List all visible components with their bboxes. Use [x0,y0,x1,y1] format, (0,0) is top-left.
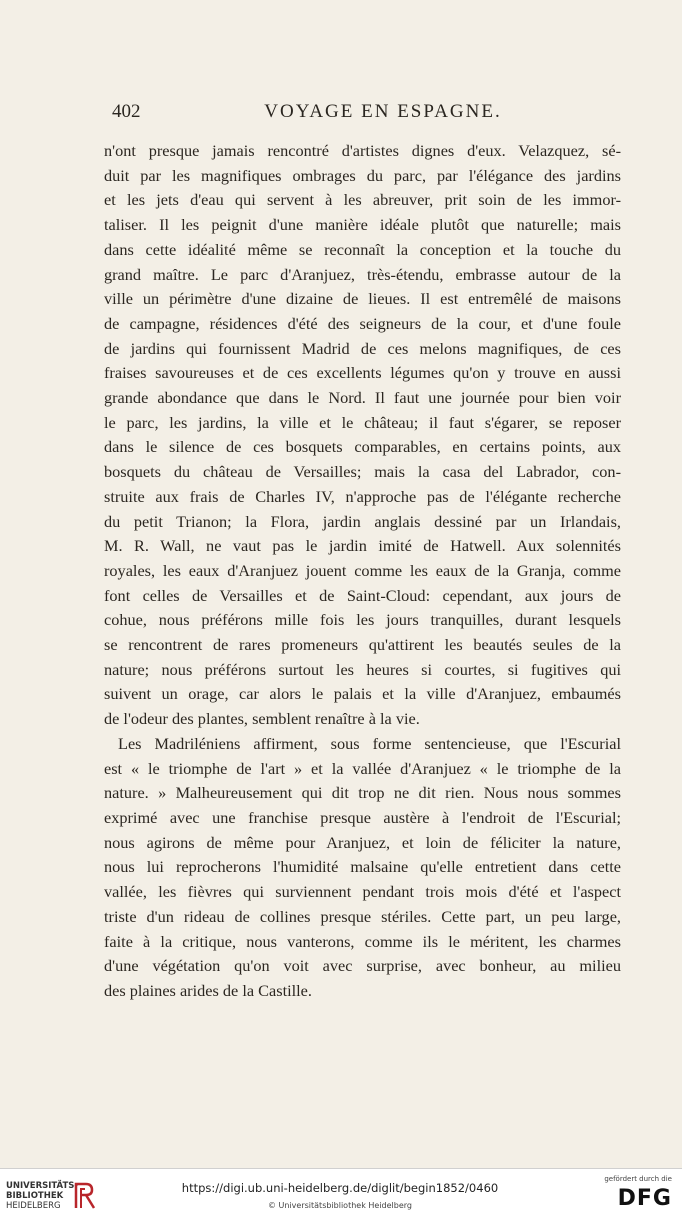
text-line: vallée, les fièvres qui surviennent pendant trois mois d'été et l'aspect [104,882,621,902]
dfg-logo-icon: DFG [617,1186,672,1211]
page-number: 402 [112,101,141,122]
library-name [6,1181,78,1211]
text-line: nous agirons de même pour Aranjuez, et loin de féliciter la nature, [104,832,621,852]
text-line: de l'odeur des plantes, semblent renaître à la vie. [104,709,420,729]
paragraph [104,139,621,732]
funder-logo[interactable] [602,1175,672,1217]
text-line: suivent un orage, car alors le palais et la ville d'Aranjuez, embaumés [104,684,621,704]
paragraph [104,732,621,1004]
text-line: dans cette idéalité même se reconnaît la conception et la touche du [104,239,621,259]
text-line: nous lui reprocherons l'humidité malsaine qu'elle entretient dans cette [104,857,621,877]
text-line: triste d'un rideau de collines presque stériles. Cette part, un peu large, [104,906,621,926]
body-text [104,139,621,1004]
text-line: royales, les eaux d'Aranjuez jouent comme les eaux de la Granja, comme [104,560,621,580]
funding-caption: gefördert durch die [604,1175,672,1183]
text-line: dans le silence de ces bosquets comparables, en certains points, aux [104,437,621,457]
text-line: faite à la critique, nous vanterons, comme ils le méritent, les charmes [104,931,621,951]
text-line: taliser. Il les peignit d'une manière idéale plutôt que naturelle; mais [104,215,621,235]
text-line: cohue, nous préférons mille fois les jours tranquilles, durant lesquels [104,610,621,630]
text-line: bosquets du château de Versailles; mais la casa del Labrador, con- [104,462,621,482]
library-logo[interactable] [6,1179,98,1213]
text-line: duit par les magnifiques ombrages du parc, par l'élégance des jardins [104,165,621,185]
text-line: de jardins qui fournissent Madrid de ces melons magnifiques, de ces [104,338,621,358]
footer-bar [0,1168,682,1220]
text-line: ville un périmètre d'une dizaine de lieues. Il est entremêlé de maisons [104,289,621,309]
text-line: d'une végétation qu'on voit avec surprise, avec bonheur, au milieu [104,956,621,976]
text-line: grande abondance que dans le Nord. Il faut une journée pour bien voir [104,388,621,408]
text-line: M. R. Wall, ne vaut pas le jardin imité de Hatwell. Aux solennités [104,536,621,556]
text-line: du petit Trianon; la Flora, jardin anglais dessiné par un Irlandais, [104,511,621,531]
text-line: des plaines arides de la Castille. [104,980,312,1000]
text-line: de campagne, résidences d'été des seigneurs de la cour, et d'une foule [104,313,621,333]
library-emblem-icon [72,1180,98,1210]
copyright-notice: © Universitätsbibliothek Heidelberg [267,1201,412,1210]
text-line: nature; nous préférons surtout les heures si courtes, si fugitives qui [104,659,621,679]
text-line: le parc, les jardins, la ville et le château; il faut s'égarer, se reposer [104,412,621,432]
library-name-line: BIBLIOTHEK [6,1191,64,1201]
library-name-line: UNIVERSITÄTS- [6,1181,78,1191]
text-line: se rencontrent de rares promeneurs qu'attirent les beautés seules de la [104,635,621,655]
text-line: et les jets d'eau qui servent à les abreuver, prit soin de les immor- [104,190,621,210]
text-line: fraises savoureuses et de ces excellents légumes qu'on y trouve en aussi [104,363,621,383]
text-line: exprimé avec une franchise presque austère à l'endroit de l'Escurial; [104,807,621,827]
text-line: est « le triomphe de l'art » et la vallée d'Aranjuez « le triomphe de la [104,758,621,778]
text-line: Les Madriléniens affirment, sous forme sentencieuse, que l'Escurial [118,733,621,753]
text-line: font celles de Versailles et de Saint-Cloud: cependant, aux jours de [104,585,621,605]
text-line: struite aux frais de Charles IV, n'approche pas de l'élégante recherche [104,486,621,506]
running-title: VOYAGE EN ESPAGNE. [264,101,502,122]
library-name-line: HEIDELBERG [6,1201,61,1211]
running-head [104,101,624,131]
text-line: grand maître. Le parc d'Aranjuez, très-étendu, embrasse autour de la [104,264,621,284]
text-line: n'ont presque jamais rencontré d'artistes dignes d'eux. Velazquez, sé- [104,141,621,160]
text-line: nature. » Malheureusement qui dit trop ne dit rien. Nous nous sommes [104,783,621,803]
citation-url-link[interactable]: https://digi.ub.uni-heidelberg.de/diglit/begin1852/0460 [181,1181,499,1195]
